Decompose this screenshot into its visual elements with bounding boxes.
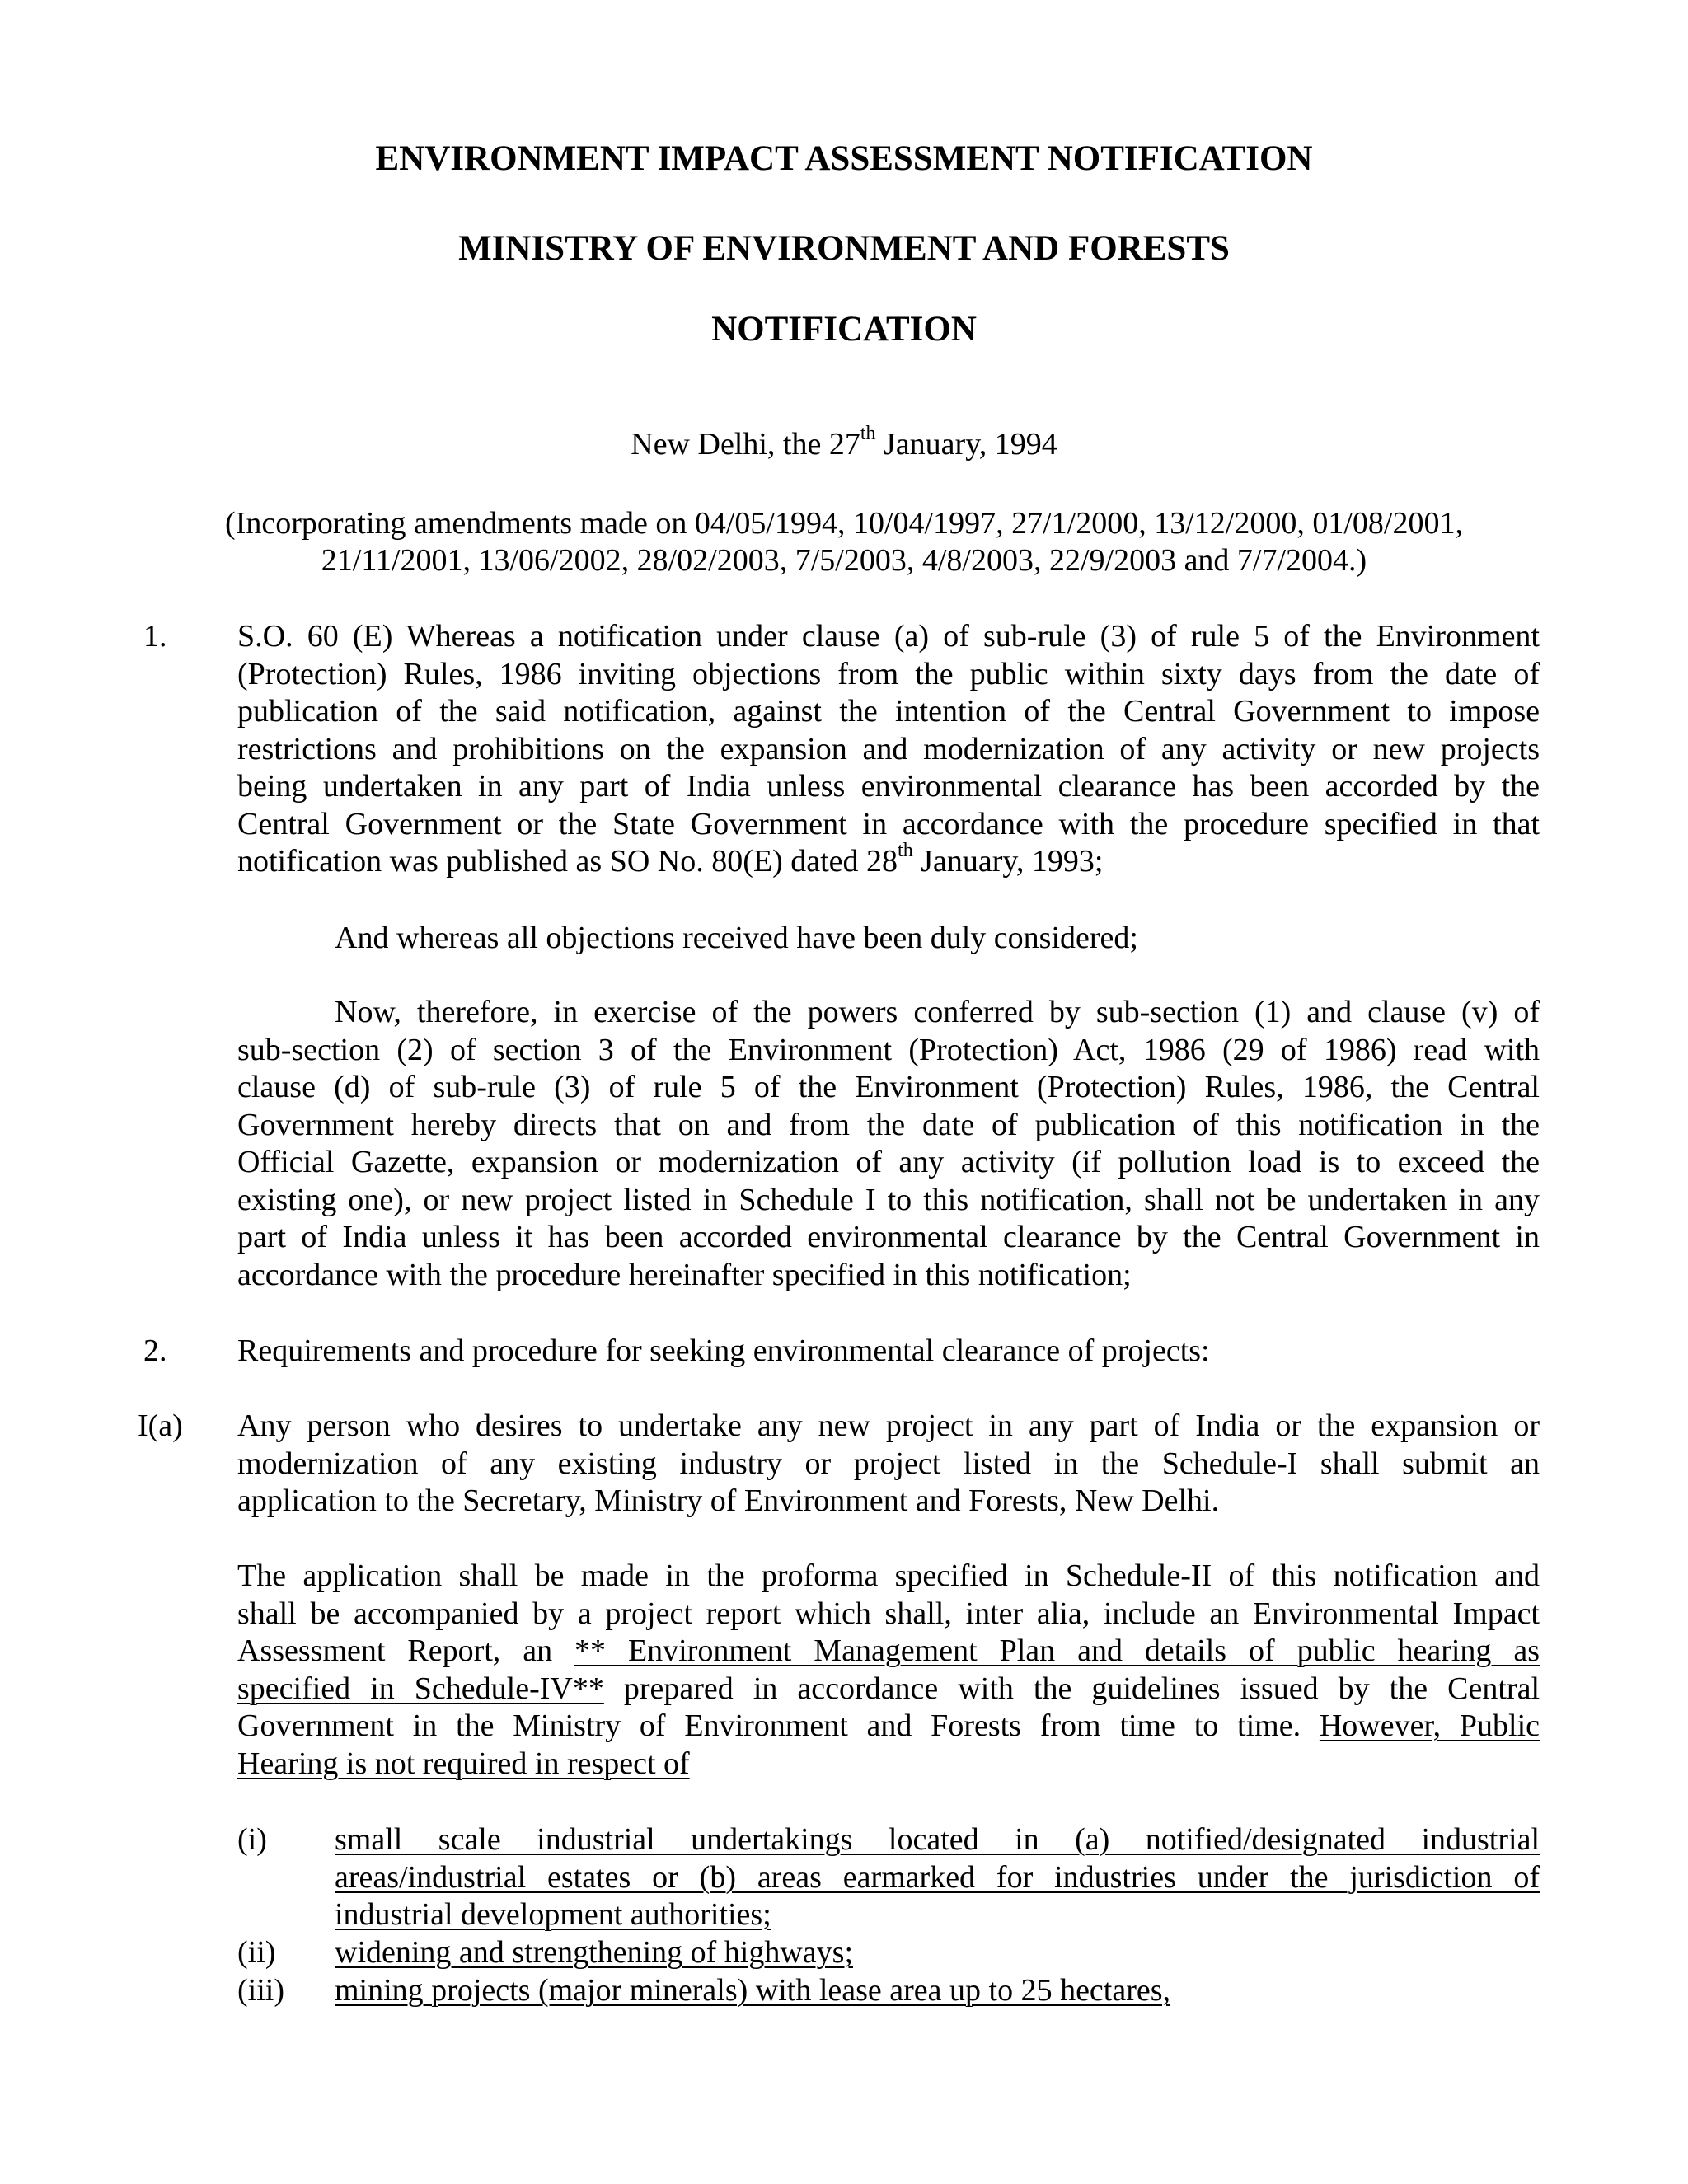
document-title: ENVIRONMENT IMPACT ASSESSMENT NOTIFICATION	[375, 139, 1313, 178]
section-ia-line: application to the Secretary, Ministry of Environment and Forests, New Delhi.	[237, 1483, 1220, 1518]
notification-heading: NOTIFICATION	[711, 310, 977, 349]
section-1-line: S.O. 60 (E) Whereas a notification under clause (a) of sub-rule (3) of rule 5 of the Environment	[237, 619, 1540, 654]
now-therefore-line: sub-section (2) of section 3 of the Environment (Protection) Act, 1986 (29 of 1986) read with	[237, 1032, 1540, 1067]
section-1-line: (Protection) Rules, 1986 inviting objections from the public within sixty days from the date of	[237, 656, 1540, 691]
now-therefore-line: accordance with the procedure hereinafter specified in this notification;	[237, 1257, 1132, 1292]
section-1-line: restrictions and prohibitions on the expansion and modernization of any activity or new projects	[237, 731, 1540, 766]
amendments-line-2: 21/11/2001, 13/06/2002, 28/02/2003, 7/5/2003, 4/8/2003, 22/9/2003 and 7/7/2004.)	[321, 543, 1367, 578]
underlined-amendment-text: specified in Schedule-IV**	[237, 1671, 604, 1706]
section-1-paragraph	[237, 618, 1540, 881]
exemption-label: (ii)	[237, 1935, 276, 1970]
exemption-line: mining projects (major minerals) with lease area up to 25 hectares,	[335, 1973, 1171, 2008]
application-line: specified in Schedule-IV** prepared in accordance with the guidelines issued by the Central	[237, 1671, 1540, 1706]
application-line: The application shall be made in the proforma specified in Schedule-II of this notification and	[237, 1558, 1540, 1593]
dateline: New Delhi, the 27th January, 1994	[631, 423, 1057, 462]
application-line: Government in the Ministry of Environment and Forests from time to time. However, Public	[237, 1708, 1540, 1743]
exemption-line: widening and strengthening of highways;	[335, 1935, 854, 1970]
underlined-amendment-text: ** Environment Management Plan and details of public hearing as	[574, 1633, 1540, 1668]
now-therefore-line: part of India unless it has been accorded environmental clearance by the Central Government in	[237, 1220, 1540, 1254]
now-therefore-line: Now, therefore, in exercise of the powers conferred by sub-section (1) and clause (v) of	[335, 995, 1540, 1029]
underlined-amendment-text: However, Public	[1319, 1708, 1540, 1743]
exemption-item-i	[335, 1821, 1540, 1934]
section-2-number: 2.	[143, 1333, 167, 1368]
exemption-label: (iii)	[237, 1973, 284, 2008]
application-line: Assessment Report, an ** Environment Management Plan and details of public hearing as	[237, 1633, 1540, 1668]
application-paragraph	[237, 1558, 1540, 1783]
now-therefore-line: Official Gazette, expansion or modernization of any activity (if pollution load is to exceed the	[237, 1145, 1540, 1179]
section-1-number: 1.	[143, 619, 167, 654]
exemption-label: (i)	[237, 1822, 267, 1857]
now-therefore-paragraph	[237, 994, 1540, 1294]
amendments-line-1: (Incorporating amendments made on 04/05/1994, 10/04/1997, 27/1/2000, 13/12/2000, 01/08/2001,	[225, 506, 1463, 541]
now-therefore-line: Government hereby directs that on and from the date of publication of this notification in the	[237, 1107, 1540, 1142]
section-1-line: Central Government or the State Government in accordance with the procedure specified in that	[237, 806, 1540, 841]
exemption-line: industrial development authorities;	[335, 1897, 771, 1932]
section-2-text: Requirements and procedure for seeking environmental clearance of projects:	[237, 1333, 1210, 1368]
application-line: shall be accompanied by a project report which shall, inter alia, include an Environmental Impact	[237, 1596, 1540, 1631]
section-1-line: publication of the said notification, against the intention of the Central Government to impose	[237, 694, 1540, 729]
section-1-line: being undertaken in any part of India unless environmental clearance has been accorded by the	[237, 769, 1540, 804]
now-therefore-line: existing one), or new project listed in Schedule I to this notification, shall not be undertaken in any	[237, 1182, 1540, 1217]
ministry-heading: MINISTRY OF ENVIRONMENT AND FORESTS	[458, 229, 1230, 268]
exemption-item-ii	[335, 1934, 1540, 1972]
underlined-amendment-text: Hearing is not required in respect of	[237, 1746, 690, 1781]
now-therefore-line: clause (d) of sub-rule (3) of rule 5 of the Environment (Protection) Rules, 1986, the Central	[237, 1070, 1540, 1104]
section-ia-line: Any person who desires to undertake any new project in any part of India or the expansion or	[237, 1408, 1540, 1443]
section-ia-paragraph	[237, 1408, 1540, 1521]
whereas-paragraph: And whereas all objections received have been duly considered;	[335, 921, 1138, 955]
application-line	[237, 1746, 1540, 1783]
section-ia-line: modernization of any existing industry or project listed in the Schedule-I shall submit an	[237, 1446, 1540, 1481]
section-ia-number: I(a)	[138, 1408, 183, 1443]
exemption-line: areas/industrial estates or (b) areas earmarked for industries under the jurisdiction of	[335, 1859, 1540, 1895]
exemption-item-iii	[335, 1972, 1540, 2010]
section-1-line: notification was published as SO No. 80(E) dated 28th January, 1993;	[237, 840, 1104, 879]
exemption-line: small scale industrial undertakings located in (a) notified/designated industrial	[335, 1822, 1540, 1857]
